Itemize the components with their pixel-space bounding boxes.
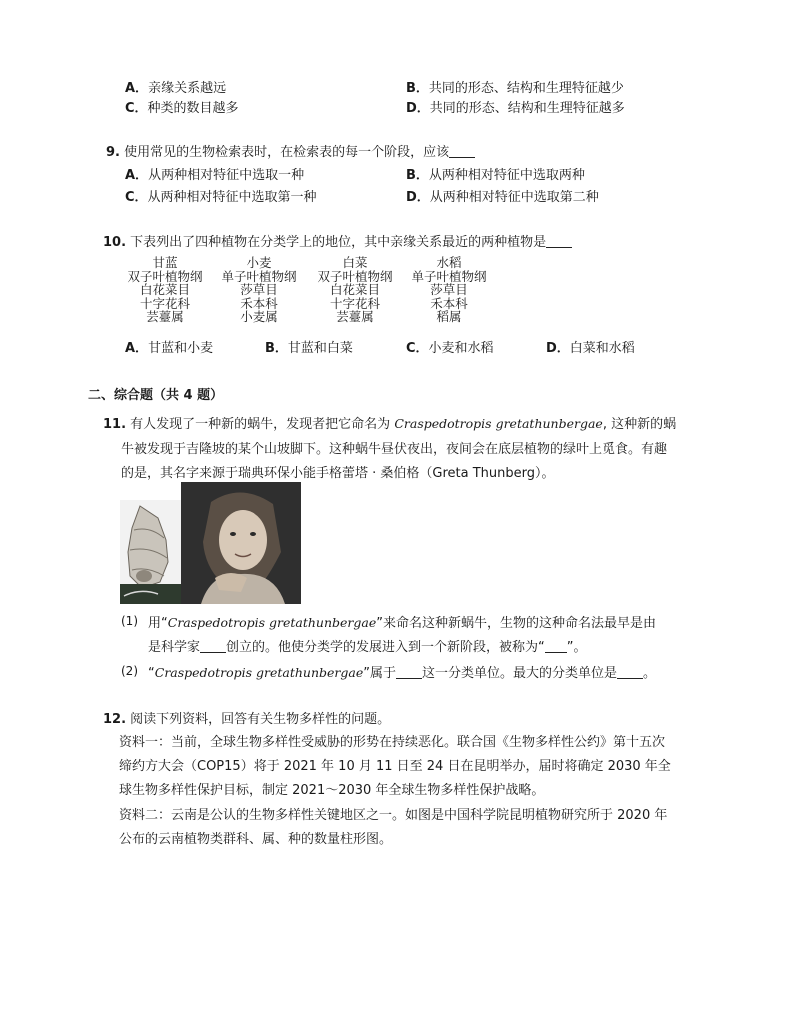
- q11-sub1-line-2: 是科学家 创立的。他使分类学的发展进入到一个新阶段，被称为“ ”。: [148, 640, 587, 655]
- q8-option-a: A．亲缘关系越远: [125, 81, 227, 96]
- plant-family: 十字花科: [329, 295, 380, 311]
- answer-blank: [200, 640, 226, 653]
- snail-and-girl-photo: [120, 482, 301, 604]
- plant-genus: 稻属: [436, 309, 462, 324]
- plant-order: 莎草目: [240, 282, 278, 297]
- plant-order: 白花菜目: [139, 282, 190, 297]
- q8-option-d: D．共同的形态、结构和生理特征越多: [406, 101, 625, 116]
- snail-image: [120, 500, 182, 604]
- material-2-line-2: 公布的云南植物类群科、属、种的数量柱形图。: [119, 832, 393, 847]
- q12-stem: 12. 阅读下列资料，回答有关生物多样性的问题。: [103, 712, 391, 727]
- q9-option-c: C．从两种相对特征中选取第一种: [125, 190, 317, 205]
- answer-blank: [545, 640, 567, 653]
- sub-question-num: (1): [121, 614, 138, 628]
- plant-family: 禾本科: [240, 295, 278, 311]
- plant-class: 单子叶植物纲: [221, 268, 297, 284]
- answer-blank: [449, 145, 475, 158]
- q10-option-b: B．甘蓝和白菜: [265, 341, 353, 356]
- q10-option-c: C．小麦和水稻: [406, 341, 494, 356]
- q8-option-b: B．共同的形态、结构和生理特征越少: [406, 81, 624, 96]
- plant-class: 双子叶植物纲: [317, 268, 393, 284]
- latin-name: Craspedotropis gretathunbergae: [394, 416, 603, 431]
- plant-name: 甘蓝: [152, 255, 178, 270]
- plant-name: 白菜: [342, 255, 368, 270]
- material-1-line-2: 缔约方大会（COP15）将于 2021 年 10 月 11 日至 24 日在昆明举办，届时将确定 2030 年全: [119, 759, 671, 774]
- answer-blank: [546, 235, 572, 248]
- taxonomy-column-rice: [406, 256, 492, 324]
- material-1-line-3: 球生物多样性保护目标，制定 2021～2030 年全球生物多样性保护战略。: [119, 783, 545, 798]
- taxonomy-column-wheat: [216, 256, 302, 324]
- taxonomy-column-cabbage: [312, 256, 398, 324]
- plant-family: 十字花科: [139, 295, 190, 311]
- q11-sub2-line: “Craspedotropis gretathunbergae”属于 这一分类单位。最大的分类单位是 。: [148, 665, 657, 681]
- portrait-image: [181, 482, 301, 604]
- material-1-line-1: 资料一：当前，全球生物多样性受威胁的形势在持续恶化。联合国《生物多样性公约》第十五次: [119, 735, 666, 750]
- plant-name: 小麦: [246, 255, 272, 270]
- plant-class: 双子叶植物纲: [127, 268, 203, 284]
- plant-genus: 小麦属: [240, 309, 278, 324]
- sub-question-num: (2): [121, 664, 138, 678]
- q11-line-3: 的是，其名字来源于瑞典环保小能手格蕾塔 · 桑伯格（Greta Thunberg）。: [121, 466, 555, 481]
- q9-option-a: A．从两种相对特征中选取一种: [125, 168, 305, 183]
- material-2-line-1: 资料二：云南是公认的生物多样性关键地区之一。如图是中国科学院昆明植物研究所于 2020 年: [119, 808, 668, 823]
- q9-option-d: D．从两种相对特征中选取第二种: [406, 190, 599, 205]
- q10-option-d: D．白菜和水稻: [546, 341, 635, 356]
- q9-option-b: B．从两种相对特征中选取两种: [406, 168, 585, 183]
- q10-stem: 10. 下表列出了四种植物在分类学上的地位，其中亲缘关系最近的两种植物是: [103, 231, 572, 250]
- plant-order: 莎草目: [430, 282, 468, 297]
- section-title: 二、综合题（共 4 题）: [88, 388, 224, 403]
- q11-line-2: 牛被发现于吉隆坡的某个山坡脚下。这种蜗牛昼伏夜出，夜间会在底层植物的绿叶上觅食。有趣: [121, 442, 668, 457]
- answer-blank: [617, 666, 643, 679]
- plant-genus: 芸薹属: [336, 309, 374, 324]
- plant-name: 水稻: [436, 255, 462, 270]
- q10-option-a: A．甘蓝和小麦: [125, 341, 214, 356]
- plant-order: 白花菜目: [329, 282, 380, 297]
- taxonomy-column-gailan: [122, 256, 208, 324]
- q9-stem: 9. 使用常见的生物检索表时，在检索表的每一个阶段，应该: [106, 141, 475, 160]
- plant-family: 禾本科: [430, 295, 468, 311]
- plant-genus: 芸薹属: [146, 309, 184, 324]
- q11-line-1: 11. 有人发现了一种新的蜗牛，发现者把它命名为 Craspedotropis gretathunbergae, 这种新的蜗: [103, 416, 677, 432]
- answer-blank: [396, 666, 422, 679]
- q8-option-c: C．种类的数目越多: [125, 101, 239, 116]
- q11-sub1-line-1: 用“Craspedotropis gretathunbergae”来命名这种新蜗牛，生物的这种命名法最早是由: [148, 615, 656, 631]
- plant-class: 单子叶植物纲: [411, 268, 487, 284]
